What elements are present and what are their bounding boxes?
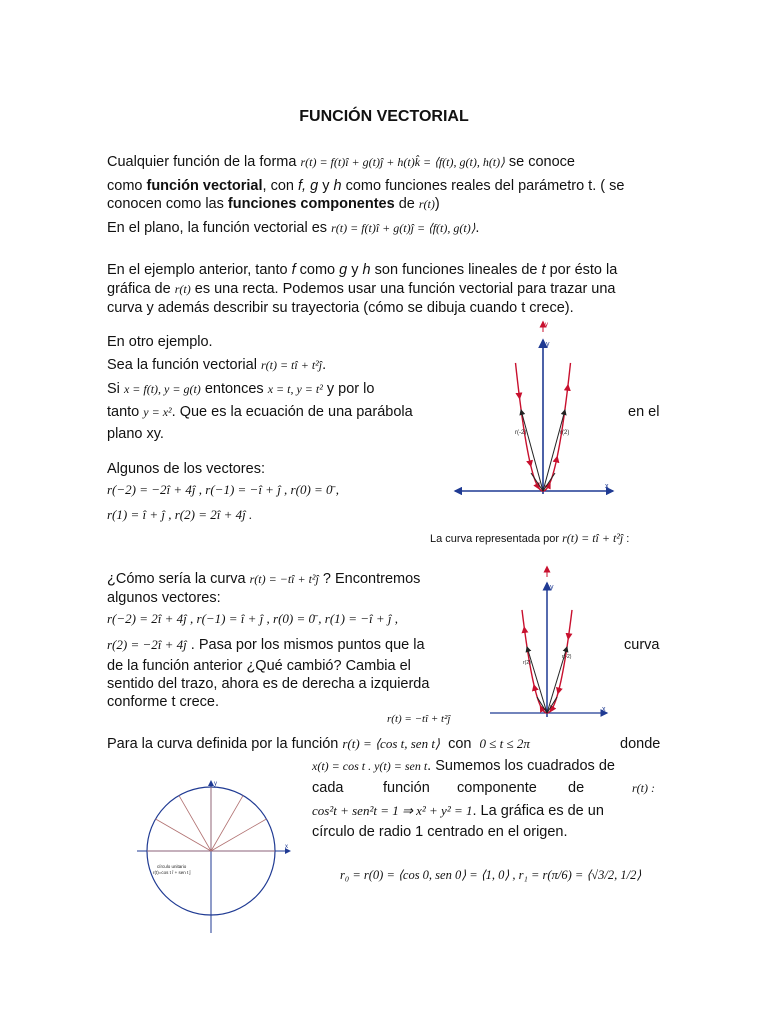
- ex3-line-1-right: donde: [620, 736, 661, 752]
- label-r-2: r(2): [523, 660, 531, 666]
- parabola-graph-1: [453, 318, 620, 500]
- page-title: FUNCIÓN VECTORIAL: [299, 108, 469, 125]
- ex2-line-2: algunos vectores:: [107, 590, 221, 606]
- direction-arrow: [559, 689, 560, 691]
- graph2-caption: r(t) = −tî + t²ĵ: [387, 713, 451, 725]
- y-axis-label: y: [214, 781, 217, 787]
- ex1-vectors-line-1: r(−2) = −2î + 4ĵ , r(−1) = −î + ĵ , r(0) = 0̄ ,: [107, 482, 340, 497]
- direction-arrow: [552, 709, 553, 710]
- direction-arrow: [567, 387, 568, 392]
- direction-arrow: [538, 486, 539, 487]
- direction-arrow: [549, 485, 550, 486]
- unit-circle-graph: [135, 775, 295, 935]
- vector-r-neg1: [531, 473, 543, 491]
- x-axis-label: x: [602, 706, 606, 713]
- ex1-line-4: tanto y = x². Que es la ecuación de una parábola: [107, 404, 413, 420]
- y-axis-label: y: [546, 341, 550, 348]
- circle-caption-2: r(t)=cos t î + sen t ĵ: [153, 870, 191, 875]
- ex1-line-2: Sea la función vectorial r(t) = tî + t²ĵ.: [107, 357, 327, 373]
- vector-r-1: [543, 473, 555, 491]
- intro-line-4: En el plano, la función vectorial es r(t) = f(t)î + g(t)ĵ = ⟨f(t), g(t)⟩.: [107, 220, 480, 236]
- label-r-neg2: r(-2): [562, 654, 572, 660]
- direction-arrow: [525, 629, 526, 633]
- general-vector-function: r(t) = f(t)î + g(t)ĵ + h(t)k̂ = ⟨f(t), g(t), h(t)⟩: [300, 155, 505, 169]
- x-axis-label: x: [285, 844, 288, 850]
- ex3-line-3-d: de: [568, 780, 585, 796]
- ex1-line-6: Algunos de los vectores:: [107, 461, 265, 477]
- ex3-line-4: cos²t + sen²t = 1 ⇒ x² + y² = 1. La gráfica es de un: [312, 803, 604, 819]
- vector-r-neg2: [521, 410, 543, 491]
- intro-line-2: como función vectorial, con f, g y h como funciones reales del parámetro t. ( se: [107, 178, 625, 194]
- vector-r-neg1: [547, 697, 557, 713]
- ex1-line-4-right: en el: [628, 404, 660, 420]
- ex2-line-5: de la función anterior ¿Qué cambió? Cambia el: [107, 658, 411, 674]
- x-axis-label: x: [605, 483, 609, 490]
- ex1-line-1: En otro ejemplo.: [107, 334, 213, 350]
- ex3-line-3-b: función: [383, 780, 430, 796]
- ex3-line-2: x(t) = cos t . y(t) = sen t. Sumemos los cuadrados de: [312, 758, 615, 774]
- ex3-line-3-c: componente: [457, 780, 537, 796]
- vector-r-2: [543, 410, 565, 491]
- unit-vector-ray: [179, 796, 211, 851]
- ex2-line-6: sentido del trazo, ahora es de derecha a izquierda: [107, 676, 430, 692]
- y-axis-label: y: [550, 584, 554, 591]
- svg-text:y: y: [545, 322, 548, 328]
- ex3-line-5: círculo de radio 1 centrado en el origen.: [312, 824, 568, 840]
- unit-vector-ray: [211, 819, 266, 851]
- ex2-line-4: r(2) = −2î + 4ĵ . Pasa por los mismos puntos que la: [107, 637, 425, 653]
- label-r-neg2: r(-2): [515, 430, 527, 436]
- ex3-vectors-line: r₀ = r(0) = ⟨cos 0, sen 0⟩ = ⟨1, 0⟩ , r₁ = r(π/6) = ⟨√3/2, 1/2⟩: [340, 868, 642, 882]
- direction-arrow: [542, 708, 543, 709]
- plane-vector-function: r(t) = f(t)î + g(t)ĵ = ⟨f(t), g(t)⟩: [331, 221, 476, 235]
- ex1-line-3: Si x = f(t), y = g(t) entonces x = t, y = t² y por lo: [107, 381, 375, 397]
- ex2-line-7: conforme t crece.: [107, 694, 220, 710]
- intro-line-3: conocen como las funciones componentes de r(t)): [107, 196, 440, 212]
- label-r-2: r(2): [560, 430, 570, 436]
- circle-caption-1: círculo unitario: [157, 864, 187, 869]
- ex3-line-3-a: cada: [312, 780, 344, 796]
- direction-arrow: [530, 461, 531, 463]
- ex3-line-3-math: r(t) :: [632, 781, 655, 795]
- graph1-caption: La curva representada por r(t) = tî + t²ĵ :: [430, 531, 630, 545]
- p2-line-1: En el ejemplo anterior, tanto f como g y h son funciones lineales de t por ésto la: [107, 262, 618, 278]
- p2-line-2: gráfica de r(t) es una recta. Podemos usar una función vectorial para trazar una: [107, 281, 616, 297]
- unit-vector-ray: [211, 796, 243, 851]
- ex2-vectors-line-1: r(−2) = 2î + 4ĵ , r(−1) = î + ĵ , r(0) = 0̄ , r(1) = −î + ĵ ,: [107, 611, 399, 626]
- ex2-line-4-right: curva: [624, 637, 660, 653]
- unit-vector-ray: [156, 819, 211, 851]
- intro-line-1: Cualquier función de la forma r(t) = f(t)î + g(t)ĵ + h(t)k̂ = ⟨f(t), g(t), h(t)⟩ se conoce: [107, 154, 575, 170]
- direction-arrow: [569, 633, 570, 637]
- ex2-line-1: ¿Cómo sería la curva r(t) = −tî + t²ĵ ? Encontremos: [107, 571, 421, 587]
- ex1-line-5: plano xy.: [107, 426, 164, 442]
- ex3-line-1: Para la curva definida por la función r(t) = ⟨cos t, sen t⟩ con 0 ≤ t ≤ 2π: [107, 736, 530, 752]
- ex1-vectors-line-2: r(1) = î + ĵ , r(2) = 2î + 4ĵ .: [107, 507, 253, 522]
- direction-arrow: [535, 687, 536, 689]
- vector-r-2: [527, 647, 547, 713]
- vector-r-1: [537, 697, 547, 713]
- direction-arrow: [556, 459, 557, 462]
- parabola-graph-2: [487, 565, 612, 725]
- direction-arrow: [519, 392, 520, 396]
- p2-line-3: curva y además describir su trayectoria (cómo se dibuja cuando t crece).: [107, 300, 574, 316]
